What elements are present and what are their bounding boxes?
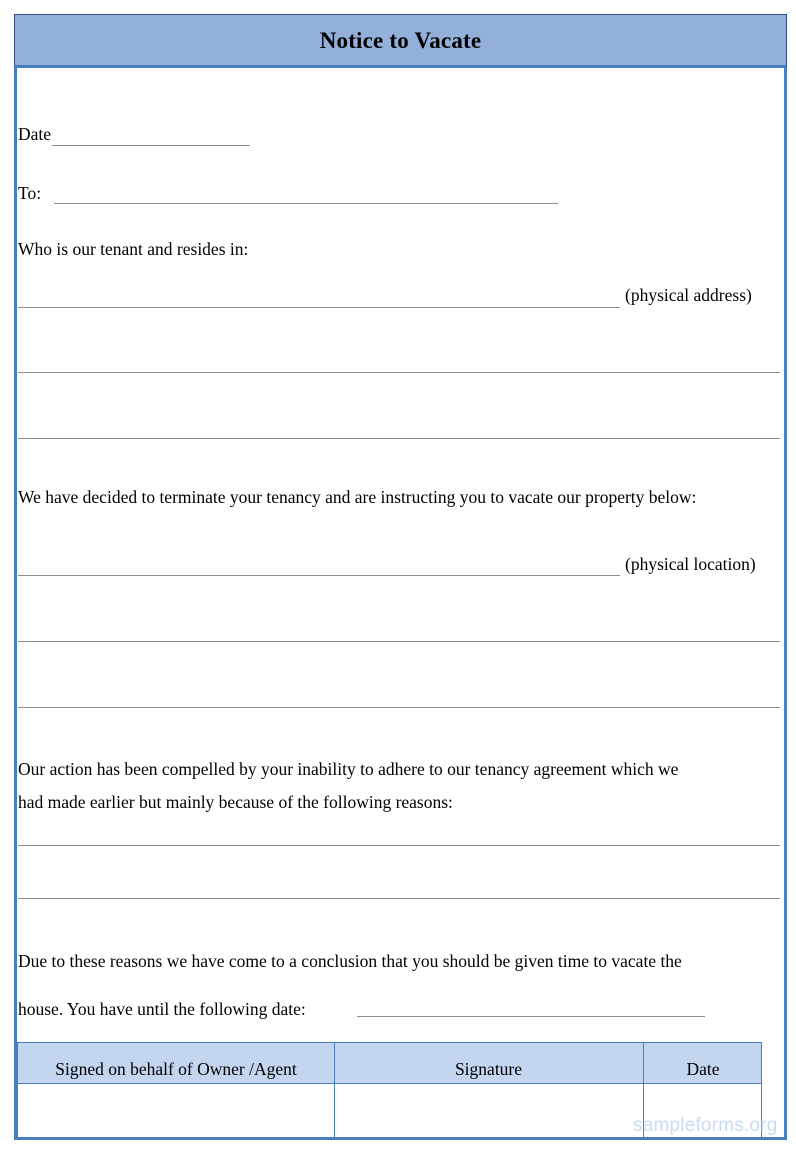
reasons-blank-line-1[interactable] xyxy=(18,845,780,846)
date-input-line[interactable] xyxy=(52,145,250,146)
tenant-resides-label: Who is our tenant and resides in: xyxy=(18,239,249,259)
location-blank-line-1[interactable] xyxy=(18,641,780,642)
to-input-line[interactable] xyxy=(54,203,558,204)
header-column-divider-1 xyxy=(334,1043,335,1083)
physical-address-input-line[interactable] xyxy=(18,307,620,308)
location-blank-line-2[interactable] xyxy=(18,707,780,708)
body-column-divider-1 xyxy=(334,1084,335,1137)
vacate-date-input-line[interactable] xyxy=(357,1016,705,1017)
page-title: Notice to Vacate xyxy=(319,27,482,53)
conclusion-paragraph-line-2: house. You have until the following date: xyxy=(18,999,306,1019)
header-column-divider-2 xyxy=(643,1043,644,1083)
address-blank-line-2[interactable] xyxy=(18,438,780,439)
terminate-paragraph: We have decided to terminate your tenancy and are instructing you to vacate our property below: xyxy=(18,487,697,507)
document-body xyxy=(14,68,787,1140)
signature-table-header-row xyxy=(18,1043,761,1084)
conclusion-paragraph-line-1: Due to these reasons we have come to a conclusion that you should be given time to vacate the xyxy=(18,951,682,971)
site-watermark: sampleforms.org xyxy=(633,1115,778,1136)
reasons-blank-line-2[interactable] xyxy=(18,898,780,899)
to-label: To: xyxy=(18,183,42,203)
address-blank-line-1[interactable] xyxy=(18,372,780,373)
compelled-paragraph-line-2: had made earlier but mainly because of the following reasons: xyxy=(18,792,453,812)
document-title-bar xyxy=(14,14,787,68)
date-label: Date xyxy=(18,124,52,144)
signature-table-header-signature: Signature xyxy=(454,1059,523,1079)
signature-table-header-owner: Signed on behalf of Owner /Agent xyxy=(55,1059,297,1079)
signature-table-header-date: Date xyxy=(686,1059,720,1079)
compelled-paragraph-line-1: Our action has been compelled by your inability to adhere to our tenancy agreement which we xyxy=(18,759,679,779)
physical-location-caption: (physical location) xyxy=(625,554,756,574)
physical-location-input-line[interactable] xyxy=(18,575,620,576)
physical-address-caption: (physical address) xyxy=(625,285,752,305)
